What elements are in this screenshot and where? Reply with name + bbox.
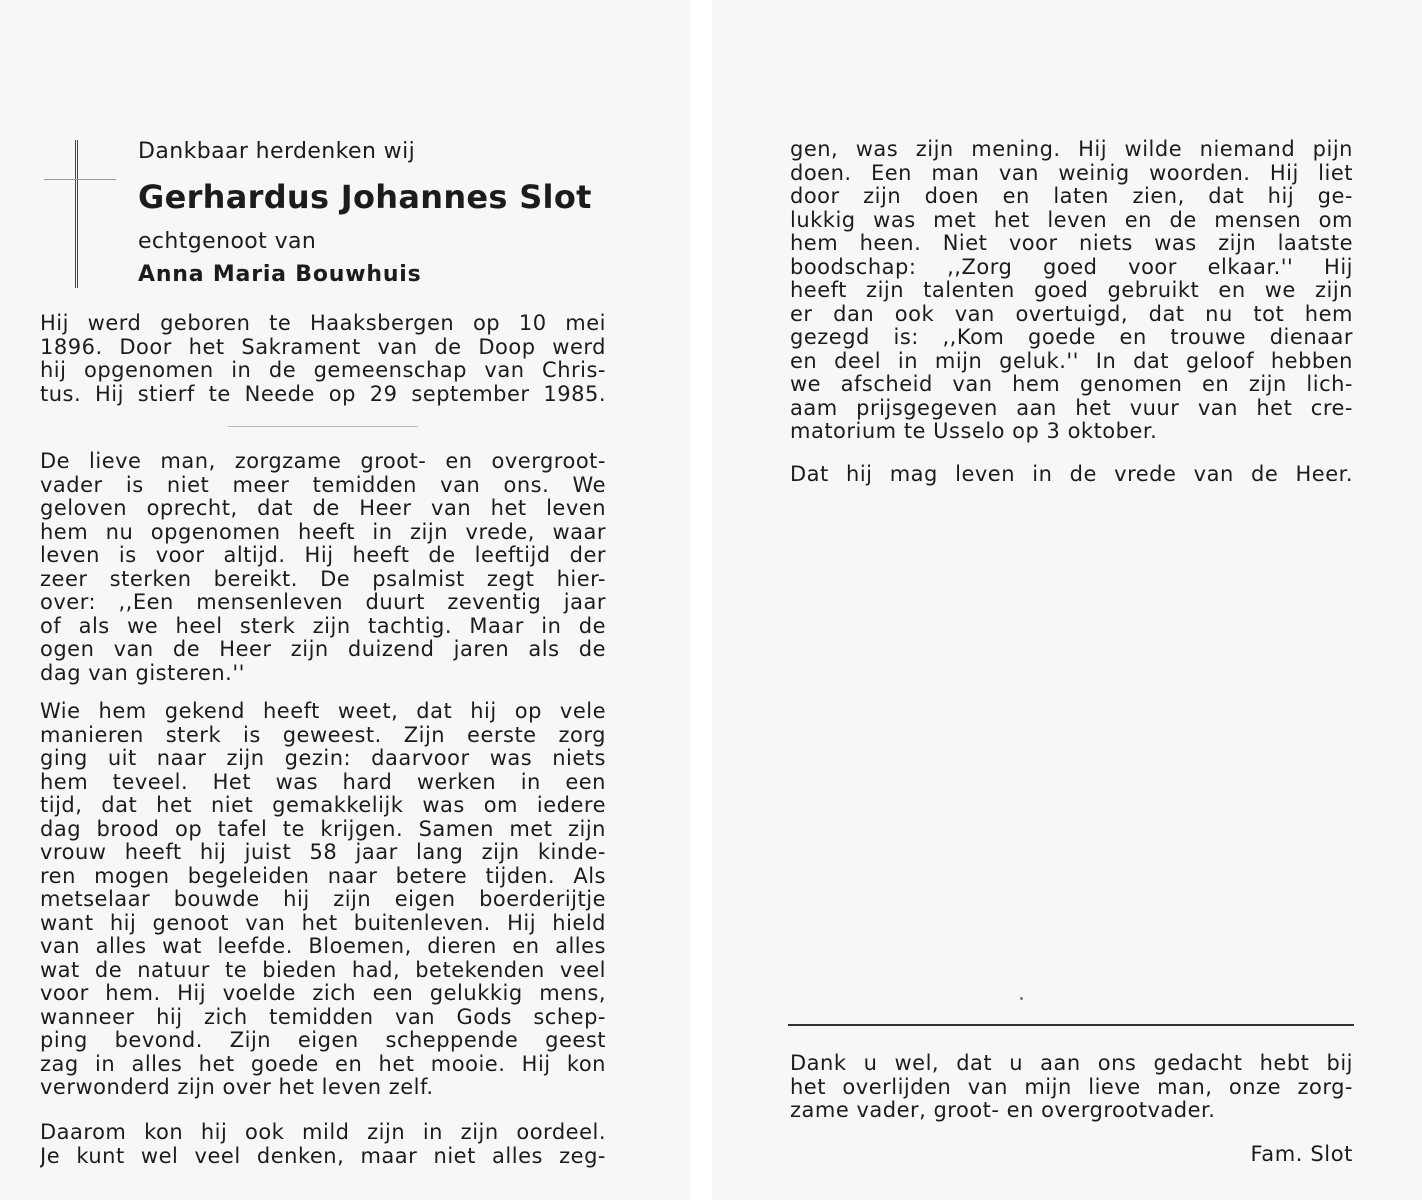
text-line: vader is niet meer temidden van ons. We [40,473,606,497]
text-line: tus. Hij stierf te Neede op 29 september 1985. [40,382,606,406]
text-line: van alles wat leefde. Bloemen, dieren en alles [40,935,606,958]
text-line: Hij werd geboren te Haaksbergen op 10 mei [40,312,606,335]
text-line: hem heen. Niet voor niets was zijn laatste [790,232,1353,255]
text-line: doen. Een man van weinig woorden. Hij liet [790,161,1353,185]
spouse-label: echtgenoot van [138,229,317,254]
text-line: er dan ook van overtuigd, dat nu tot hem [790,302,1353,326]
text-line: zeer sterken bereikt. De psalmist zegt hier- [40,567,606,591]
text-line: matorium te Usselo op 3 oktober. [790,420,1158,443]
paper-speck [1020,997,1023,1000]
text-line: ren mogen begeleiden naar betere tijden. Als [40,864,606,888]
text-line: ging uit naar zijn gezin: daarvoor was niets [40,747,606,770]
text-line: voor hem. Hij voelde zich een gelukkig mens, [40,982,606,1005]
paragraph-judgement [40,1121,606,1168]
text-line: ogen van de Heer zijn duizend jaren als de [40,638,606,661]
cross-icon [44,140,116,290]
text-line: lukkig was met het leven en de mensen om [790,208,1353,232]
text-line: tijd, dat het niet gemakkelijk was om iedere [40,794,606,817]
text-line: en deel in mijn geluk.'' In dat geloof hebben [790,349,1353,373]
text-line: verwonderd zijn over het leven zelf. [40,1076,434,1099]
text-line: over: ,,Een mensenleven duurt zeventig jaar [40,591,606,614]
text-line: gen, was zijn mening. Hij wilde niemand pijn [790,138,1353,161]
text-line: Dank u wel, dat u aan ons gedacht hebt bij [790,1052,1353,1075]
text-line: gezegd is: ,,Kom goede en trouwe dienaar [790,326,1353,349]
paragraph-life [40,700,606,1100]
text-line: het overlijden van mijn lieve man, onze zorg- [790,1075,1353,1099]
text-line: zag in alles het goede en het mooie. Hij kon [40,1052,606,1076]
text-line: 1896. Door het Sakrament van de Doop werd [40,335,606,359]
text-line: geloven oprecht, dat de Heer van het leven [40,497,606,520]
text-line: Je kunt wel veel denken, maar niet alles zeg- [40,1144,606,1168]
text-line: dag van gisteren.'' [40,661,245,685]
paragraph-character [790,138,1353,444]
text-line: hem teveel. Het was hard werken in een [40,770,606,794]
divider [788,1024,1354,1026]
text-line: of als we heel sterk zijn tachtig. Maar in de [40,614,606,638]
text-line: want hij genoot van het buitenleven. Hij hield [40,911,606,935]
text-line: De lieve man, zorgzame groot- en overgroot- [40,450,606,473]
text-line: hem nu opgenomen heeft in zijn vrede, waar [40,520,606,544]
text-line: metselaar bouwde hij zijn eigen boerderijtje [40,888,606,911]
text-line: heeft zijn talenten goed gebruikt en we zijn [790,279,1353,302]
intro-text: Dankbaar herdenken wij [138,139,416,164]
text-line: Daarom kon hij ook mild zijn in zijn oordeel. [40,1121,606,1144]
cross-horizontal-bar [44,179,116,180]
text-line: door zijn doen en laten zien, dat hij ge- [790,185,1353,208]
text-line: Dat hij mag leven in de vrede van de Heer. [790,463,1353,486]
text-line: wat de natuur te bieden had, betekenden veel [40,958,606,982]
family-signature: Fam. Slot [1250,1142,1353,1166]
text-line: leven is voor altijd. Hij heeft de leeftijd der [40,544,606,567]
text-line: vrouw heeft hij juist 58 jaar lang zijn kinde- [40,841,606,864]
paragraph-birth-death [40,312,606,406]
deceased-name: Gerhardus Johannes Slot [138,178,592,216]
text-line: Wie hem gekend heeft weet, dat hij op vele [40,700,606,723]
text-line: aam prijsgegeven aan het vuur van het cre- [790,396,1353,420]
divider [228,426,418,427]
text-line: boodschap: ,,Zorg goed voor elkaar.'' Hij [790,255,1353,279]
paragraph-peace [790,463,1353,487]
text-line: wanneer hij zich temidden van Gods schep- [40,1005,606,1029]
page-gutter [690,0,712,1200]
text-line: manieren sterk is geweest. Zijn eerste zorg [40,723,606,747]
text-line: we afscheid van hem genomen en zijn lich- [790,373,1353,396]
text-line: hij opgenomen in de gemeenschap van Chris- [40,359,606,382]
text-line: dag brood op tafel te krijgen. Samen met zijn [40,817,606,841]
paragraph-thanks [790,1052,1353,1123]
cross-vertical-bar [75,140,78,288]
text-line: zame vader, groot- en overgrootvader. [790,1099,1216,1122]
spouse-name: Anna Maria Bouwhuis [138,262,422,287]
paragraph-psalm [40,450,606,685]
text-line: ping bevond. Zijn eigen scheppende geest [40,1029,606,1052]
